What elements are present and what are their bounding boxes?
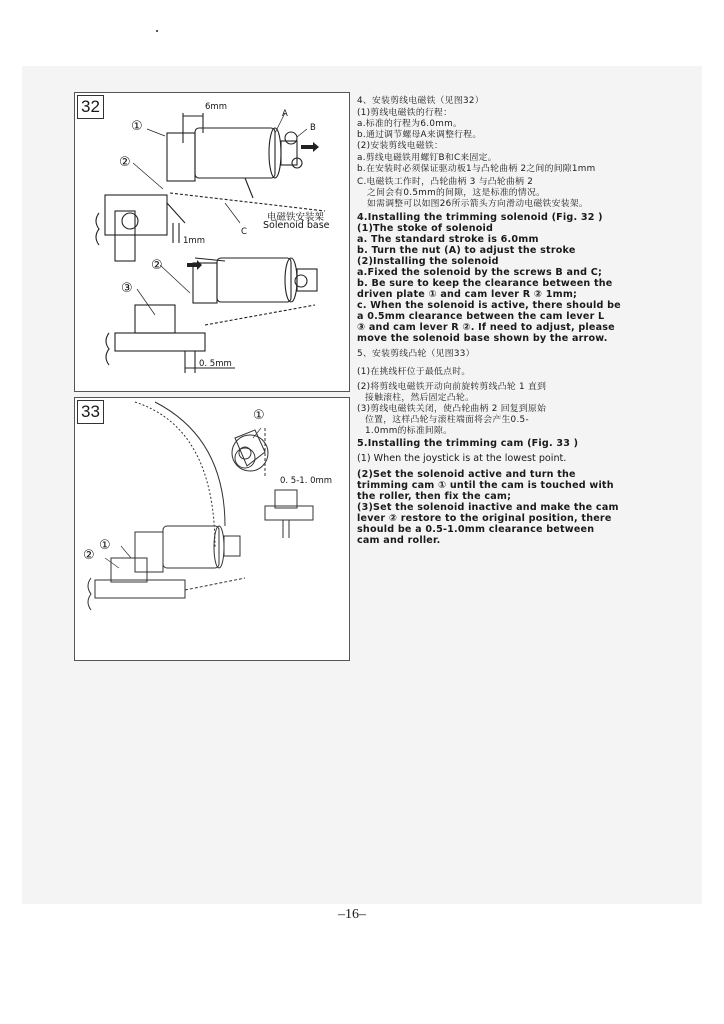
text-line: a 0.5mm clearance between the cam lever L <box>357 311 605 322</box>
text-line: (2)Installing the solenoid <box>357 256 499 267</box>
text-line: a.标准的行程为6.0mm。 <box>357 119 463 129</box>
text-line: cam and roller. <box>357 535 441 546</box>
text-line: 5.Installing the trimming cam (Fig. 33 ) <box>357 438 579 449</box>
page-number: –16– <box>338 907 366 922</box>
text-line: b.在安装时必须保证驱动板1与凸轮曲柄 2之间的间隙1mm <box>357 164 596 174</box>
figure-32 <box>74 92 350 392</box>
fig32-base-label-zh: 电磁铁安装架 <box>267 212 325 223</box>
fig32-dim-1mm: 1mm <box>183 236 205 246</box>
fig32-callout-2-lower: ② <box>151 258 163 273</box>
fig32-dim-05mm: 0. 5mm <box>199 359 232 369</box>
text-line: (1) When the joystick is at the lowest point. <box>357 453 567 464</box>
fig32-callout-1: ① <box>131 119 143 134</box>
fig32-label-b: B <box>310 123 316 133</box>
text-line: (3)Set the solenoid inactive and make the cam <box>357 502 619 513</box>
text-line: 5、安装剪线凸轮（见图33） <box>357 349 475 359</box>
text-line: (2)安装剪线电磁铁： <box>357 141 444 151</box>
fig33-callout-1-bottom: ① <box>99 538 111 553</box>
fig32-label-c: C <box>241 227 247 237</box>
fig32-callout-2-upper: ② <box>119 155 131 170</box>
text-line: a.剪线电磁铁用螺钉B和C来固定。 <box>357 153 497 163</box>
text-line: (1)剪线电磁铁的行程： <box>357 108 453 118</box>
fig33-callout-2: ② <box>83 548 95 563</box>
figure-33-drawing <box>75 398 349 660</box>
text-line: should be a 0.5-1.0mm clearance between <box>357 524 595 535</box>
text-line: move the solenoid base shown by the arrow. <box>357 333 608 344</box>
text-line: trimming cam ① until the cam is touched with <box>357 480 614 491</box>
text-line: (2)Set the solenoid active and turn the <box>357 469 576 480</box>
fig33-callout-1-top: ① <box>253 408 265 423</box>
fig32-callout-3: ③ <box>121 281 133 296</box>
figure-33-number: 33 <box>77 400 104 424</box>
text-line: a.Fixed the solenoid by the screws B and C; <box>357 267 603 278</box>
text-line: ③ and cam lever R ②. If need to adjust, please <box>357 322 615 333</box>
scan-speck <box>156 30 158 32</box>
text-line: (1)The stoke of solenoid <box>357 223 494 234</box>
fig33-clearance-label: 0. 5-1. 0mm <box>280 476 333 486</box>
text-line: 接触滚柱，然后固定凸轮。 <box>365 393 475 403</box>
text-line: b. Turn the nut (A) to adjust the stroke <box>357 245 576 256</box>
text-line: lever ② restore to the original position, there <box>357 513 612 524</box>
fig32-label-a: A <box>282 109 288 119</box>
text-line: (3)剪线电磁铁关闭，使凸轮曲柄 2 回复到原始 <box>357 404 547 414</box>
text-line: 4.Installing the trimming solenoid (Fig. 32 ) <box>357 212 603 223</box>
text-line: 如需调整可以如图26所示箭头方向滑动电磁铁安装架。 <box>367 199 589 209</box>
text-line: 4、安装剪线电磁铁（见图32） <box>357 96 484 106</box>
fig32-base-label-en: Solenoid base <box>263 220 330 231</box>
text-line: C.电磁铁工作时，凸轮曲柄 3 与凸轮曲柄 2 <box>357 177 534 187</box>
text-line: (2)将剪线电磁铁开动向前旋转剪线凸轮 1 直到 <box>357 382 547 392</box>
text-line: 之间会有0.5mm的间隙，这是标准的情况。 <box>367 188 546 198</box>
text-line: c. When the solenoid is active, there should be <box>357 300 621 311</box>
text-line: driven plate ① and cam lever R ② 1mm; <box>357 289 578 300</box>
text-line: 位置，这样凸轮与滚柱端面将会产生0.5- <box>365 415 529 425</box>
figure-33 <box>74 397 350 661</box>
text-line: 1.0mm的标准间隙。 <box>365 426 453 436</box>
text-line: the roller, then fix the cam; <box>357 491 512 502</box>
figure-32-drawing <box>75 93 349 391</box>
fig32-dim-6mm: 6mm <box>205 102 227 112</box>
text-line: (1)在挑线杆位于最低点时。 <box>357 367 471 377</box>
text-line: b.通过调节螺母A来调整行程。 <box>357 130 482 140</box>
figure-32-number: 32 <box>77 95 104 119</box>
text-line: b. Be sure to keep the clearance between the <box>357 278 613 289</box>
text-line: a. The standard stroke is 6.0mm <box>357 234 539 245</box>
